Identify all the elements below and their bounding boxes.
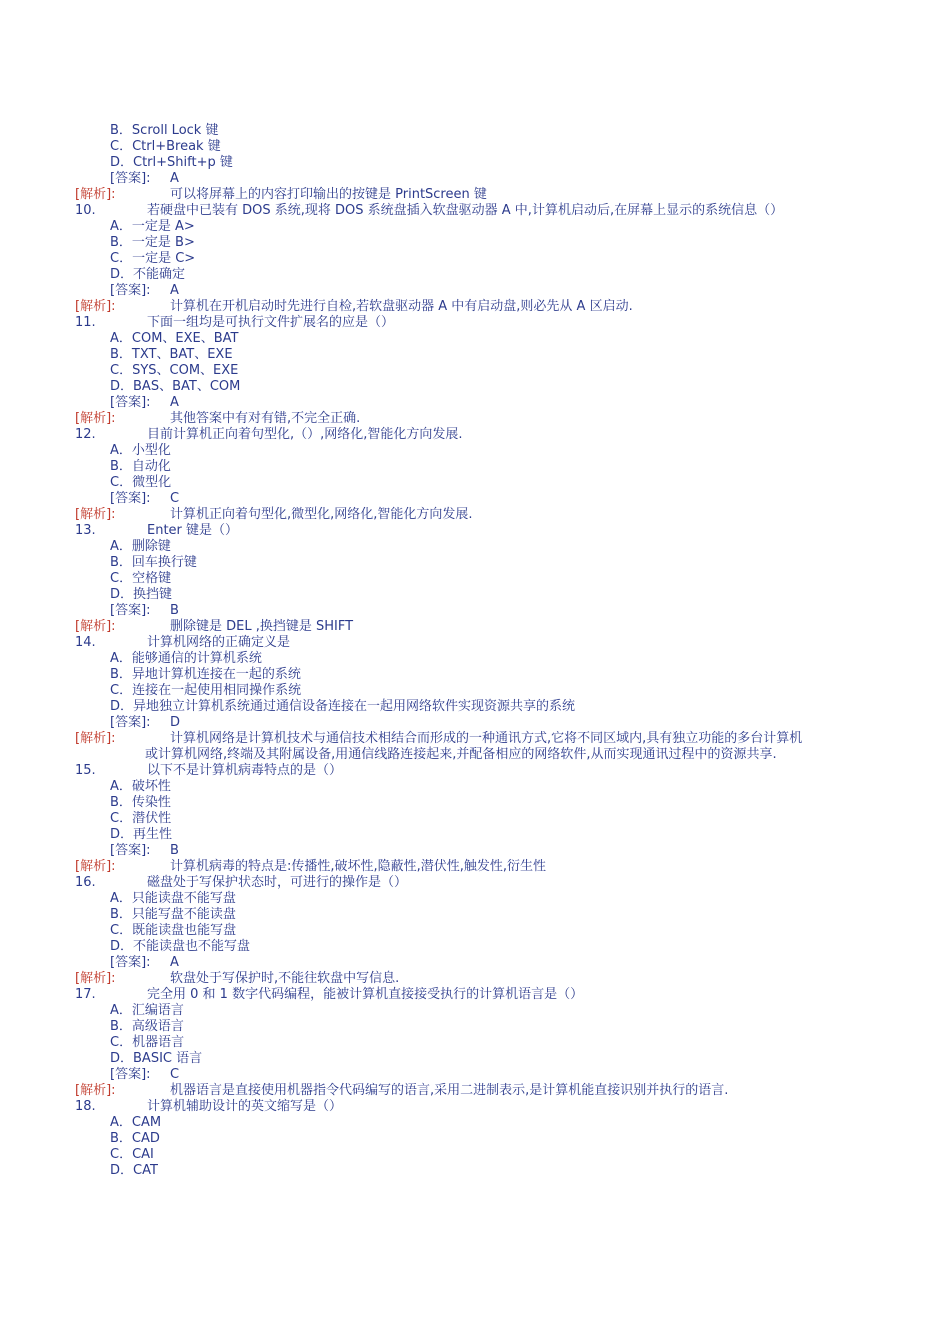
option-text: D．不能读盘也不能写盘	[110, 939, 251, 954]
question-line	[75, 523, 810, 539]
answer-value: A	[170, 955, 179, 970]
answer-label: [答案]:	[110, 491, 151, 506]
option-line	[110, 923, 810, 939]
option-line	[110, 1035, 810, 1051]
analysis-line	[75, 1083, 810, 1099]
analysis-line	[75, 731, 810, 763]
answer-label: [答案]:	[110, 395, 151, 410]
answer-line	[110, 1067, 810, 1083]
answer-value: A	[170, 283, 179, 298]
answer-line	[110, 395, 810, 411]
option-text: A．破坏性	[110, 779, 171, 794]
analysis-line	[75, 411, 810, 427]
option-text: B．TXT、BAT、EXE	[110, 347, 233, 362]
question-number: 11.	[75, 315, 96, 330]
question-number: 14.	[75, 635, 96, 650]
analysis-label: [解析]:	[75, 507, 116, 522]
option-line	[110, 779, 810, 795]
analysis-text: 可以将屏幕上的内容打印输出的按键是 PrintScreen 键	[170, 187, 487, 202]
answer-value: B	[170, 843, 179, 858]
option-text: C．Ctrl+Break 键	[110, 139, 221, 154]
option-line	[110, 795, 810, 811]
option-line	[110, 251, 810, 267]
option-text: A．小型化	[110, 443, 171, 458]
option-text: C．既能读盘也能写盘	[110, 923, 237, 938]
analysis-label: [解析]:	[75, 187, 116, 202]
question-text: 下面一组均是可执行文件扩展名的应是（）	[147, 315, 395, 330]
question-line	[75, 203, 810, 219]
option-line	[110, 683, 810, 699]
answer-line	[110, 491, 810, 507]
answer-line	[110, 283, 810, 299]
question-text: 若硬盘中已装有 DOS 系统,现将 DOS 系统盘插入软盘驱动器 A 中,计算机启动后,在屏幕上显示的系统信息（）	[147, 203, 784, 218]
question-text: 以下不是计算机病毒特点的是（）	[147, 763, 343, 778]
option-text: D．Ctrl+Shift+p 键	[110, 155, 233, 170]
option-line	[110, 475, 810, 491]
document-page	[75, 123, 810, 1179]
question-text: 计算机辅助设计的英文缩写是（）	[147, 1099, 343, 1114]
option-text: A．一定是 A>	[110, 219, 195, 234]
option-line	[110, 267, 810, 283]
analysis-line	[75, 971, 810, 987]
option-line	[110, 363, 810, 379]
answer-label: [答案]:	[110, 715, 151, 730]
answer-line	[110, 171, 810, 187]
analysis-label: [解析]:	[75, 971, 116, 986]
option-text: D．异地独立计算机系统通过通信设备连接在一起用网络软件实现资源共享的系统	[110, 699, 576, 714]
option-line	[110, 379, 810, 395]
option-text: B．Scroll Lock 键	[110, 123, 219, 138]
answer-label: [答案]:	[110, 1067, 151, 1082]
question-number: 18.	[75, 1099, 96, 1114]
option-text: C．CAI	[110, 1147, 154, 1162]
option-line	[110, 1051, 810, 1067]
option-line	[110, 139, 810, 155]
question-line	[75, 635, 810, 651]
answer-value: B	[170, 603, 179, 618]
question-line	[75, 875, 810, 891]
option-line	[110, 555, 810, 571]
option-text: C．空格键	[110, 571, 172, 586]
answer-label: [答案]:	[110, 283, 151, 298]
option-line	[110, 459, 810, 475]
option-text: A．删除键	[110, 539, 171, 554]
option-line	[110, 699, 810, 715]
analysis-line	[75, 859, 810, 875]
analysis-line	[75, 299, 810, 315]
option-text: B．CAD	[110, 1131, 160, 1146]
analysis-text: 计算机病毒的特点是:传播性,破坏性,隐蔽性,潜伏性,触发性,衍生性	[170, 859, 547, 874]
question-line	[75, 763, 810, 779]
option-text: B．只能写盘不能读盘	[110, 907, 236, 922]
option-line	[110, 1003, 810, 1019]
question-text: 目前计算机正向着句型化,（）,网络化,智能化方向发展.	[147, 427, 463, 442]
question-line	[75, 427, 810, 443]
option-line	[110, 1147, 810, 1163]
option-text: D．不能确定	[110, 267, 186, 282]
question-text: 计算机网络的正确定义是	[147, 635, 291, 650]
question-number: 17.	[75, 987, 96, 1002]
analysis-text: 计算机在开机启动时先进行自检,若软盘驱动器 A 中有启动盘,则必先从 A 区启动.	[170, 299, 633, 314]
option-text: B．一定是 B>	[110, 235, 195, 250]
answer-line	[110, 715, 810, 731]
question-number: 13.	[75, 523, 96, 538]
question-text: 磁盘处于写保护状态时，可进行的操作是（）	[147, 875, 408, 890]
answer-label: [答案]:	[110, 171, 151, 186]
option-text: B．回车换行键	[110, 555, 197, 570]
analysis-label: [解析]:	[75, 731, 116, 746]
analysis-label: [解析]:	[75, 299, 116, 314]
analysis-text: 其他答案中有对有错,不完全正确.	[170, 411, 361, 426]
question-number: 12.	[75, 427, 96, 442]
option-line	[110, 219, 810, 235]
option-text: C．机器语言	[110, 1035, 185, 1050]
option-line	[110, 651, 810, 667]
option-line	[110, 1131, 810, 1147]
option-line	[110, 827, 810, 843]
answer-value: C	[170, 1067, 180, 1082]
answer-line	[110, 603, 810, 619]
option-text: C．SYS、COM、EXE	[110, 363, 239, 378]
question-number: 16.	[75, 875, 96, 890]
answer-value: A	[170, 395, 179, 410]
analysis-label: [解析]:	[75, 619, 116, 634]
option-text: A．汇编语言	[110, 1003, 184, 1018]
option-text: D．BASIC 语言	[110, 1051, 203, 1066]
analysis-line	[75, 187, 810, 203]
option-text: A．能够通信的计算机系统	[110, 651, 262, 666]
option-line	[110, 811, 810, 827]
option-line	[110, 939, 810, 955]
answer-label: [答案]:	[110, 955, 151, 970]
option-line	[110, 587, 810, 603]
answer-label: [答案]:	[110, 843, 151, 858]
option-line	[110, 347, 810, 363]
analysis-line	[75, 507, 810, 523]
option-line	[110, 443, 810, 459]
answer-line	[110, 843, 810, 859]
analysis-text: 软盘处于写保护时,不能往软盘中写信息.	[170, 971, 400, 986]
answer-label: [答案]:	[110, 603, 151, 618]
option-text: C．连接在一起使用相同操作系统	[110, 683, 302, 698]
answer-value: D	[170, 715, 181, 730]
option-line	[110, 155, 810, 171]
analysis-text: 计算机网络是计算机技术与通信技术相结合而形成的一种通讯方式,它将不同区域内,具有独立功能的多台计算机或计算机网络,终端及其附属设备,用通信线路连接起来,并配备相应的网络软件,从而实现通讯过程中的资源共享.	[145, 731, 803, 762]
option-line	[110, 891, 810, 907]
option-line	[110, 235, 810, 251]
option-text: A．COM、EXE、BAT	[110, 331, 239, 346]
option-line	[110, 331, 810, 347]
analysis-text: 删除键是 DEL ,换挡键是 SHIFT	[170, 619, 354, 634]
option-line	[110, 539, 810, 555]
analysis-label: [解析]:	[75, 1083, 116, 1098]
option-text: B．传染性	[110, 795, 171, 810]
question-number: 15.	[75, 763, 96, 778]
option-text: C．一定是 C>	[110, 251, 196, 266]
analysis-line	[75, 619, 810, 635]
answer-line	[110, 955, 810, 971]
option-text: C．微型化	[110, 475, 172, 490]
option-line	[110, 1163, 810, 1179]
question-line	[75, 1099, 810, 1115]
option-text: A．只能读盘不能写盘	[110, 891, 236, 906]
option-line	[110, 667, 810, 683]
option-text: B．异地计算机连接在一起的系统	[110, 667, 301, 682]
option-text: A．CAM	[110, 1115, 162, 1130]
option-text: C．潜伏性	[110, 811, 172, 826]
question-text: 完全用 0 和 1 数字代码编程，能被计算机直接接受执行的计算机语言是（）	[147, 987, 584, 1002]
option-text: B．自动化	[110, 459, 171, 474]
option-text: D．再生性	[110, 827, 173, 842]
answer-value: A	[170, 171, 179, 186]
analysis-text: 计算机正向着句型化,微型化,网络化,智能化方向发展.	[170, 507, 473, 522]
question-number: 10.	[75, 203, 96, 218]
option-line	[110, 907, 810, 923]
answer-value: C	[170, 491, 180, 506]
option-line	[110, 1019, 810, 1035]
option-line	[110, 1115, 810, 1131]
option-text: B．高级语言	[110, 1019, 184, 1034]
question-line	[75, 315, 810, 331]
option-line	[110, 123, 810, 139]
option-line	[110, 571, 810, 587]
analysis-label: [解析]:	[75, 411, 116, 426]
option-text: D．CAT	[110, 1163, 158, 1178]
question-text: Enter 键是（）	[147, 523, 239, 538]
option-text: D．BAS、BAT、COM	[110, 379, 241, 394]
question-line	[75, 987, 810, 1003]
option-text: D．换挡键	[110, 587, 173, 602]
analysis-label: [解析]:	[75, 859, 116, 874]
analysis-text: 机器语言是直接使用机器指令代码编写的语言,采用二进制表示,是计算机能直接识别并执行的语言.	[170, 1083, 729, 1098]
